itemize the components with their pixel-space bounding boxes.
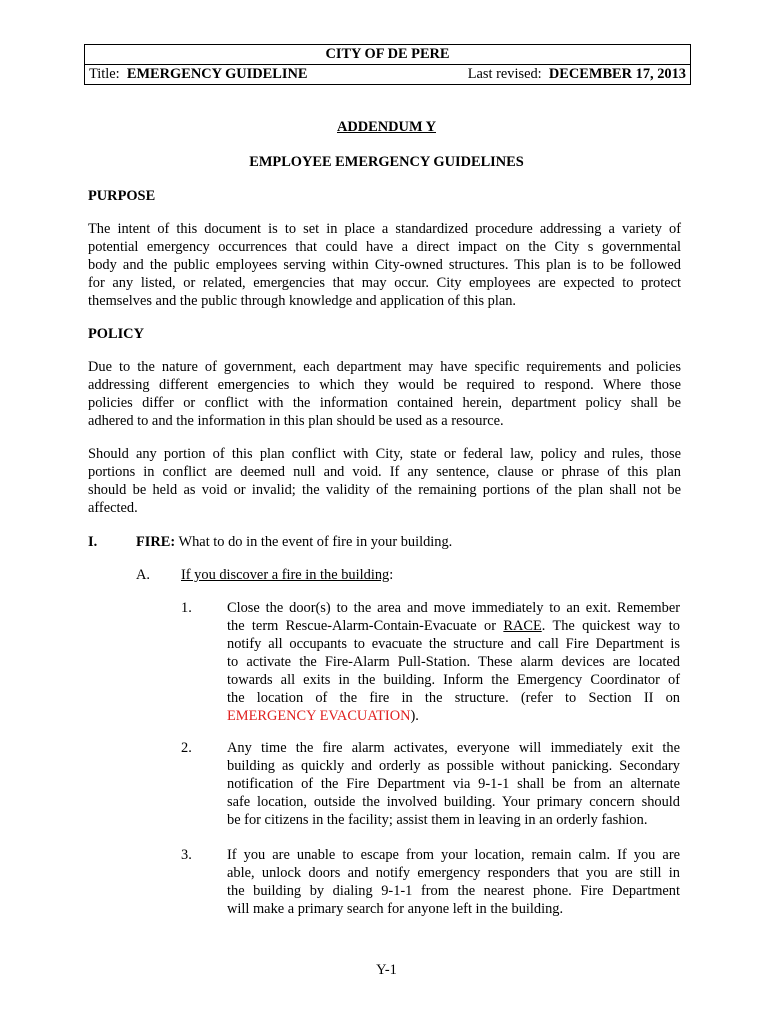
purpose-paragraph: The intent of this document is to set in place a standardized procedure addressing a variety of potential emergency occurrences that could have a direct impact on the City s governmental body and the public employees serving within City-owned structures. This plan is to be followed for any listed, or related, emergencies that may occur. City employees are expected to protect themselves and the public through knowledge and application of this plan. [88,221,681,309]
city-name: CITY OF DE PERE [85,45,690,65]
list-item: If you are unable to escape from your location, remain calm. If you are able, unlock doors and notify emergency responders that you are still in the building by dialing 9-1-1 from the nearest phone. Fire Department will make a primary search for anyone left in the building. [227,847,680,917]
item-number: 2. [181,740,192,756]
addendum-heading: ADDENDUM Y [337,119,436,135]
policy-paragraph-1: Due to the nature of government, each department may have specific requirements and policies addressing different emergencies to which they would be required to respond. Where those policies differ or conflict with the information contained herein, department policy shall be adhered to and the information in this plan should be used as a resource. [88,359,681,429]
section-numeral: I. [88,534,98,550]
doc-title: EMPLOYEE EMERGENCY GUIDELINES [249,154,524,170]
page-number: Y-1 [376,962,397,978]
revised-value: DECEMBER 17, 2013 [548,66,686,82]
purpose-heading: PURPOSE [88,188,156,204]
policy-heading: POLICY [88,326,144,342]
item-number: 3. [181,847,192,863]
list-item: Close the door(s) to the area and move immediately to an exit. Remember the term Rescue-Alarm-Contain-Evacuate or RACE. The quickest way to notify all occupants to evacuate the structure and call Fire Department is to activate the Fire-Alarm Pull-Station. These alarm devices are located towards all exits in the building. Inform the Emergency Coordinator of the location of the fire in the structure. (refer to Section II on EMERGENCY EVACUATION). [227,600,681,724]
subsection-a-title: If you discover a fire in the building: [181,567,394,583]
subsection-a-label: A. [136,567,150,583]
race-link[interactable]: RACE [503,618,542,634]
policy-paragraph-2: Should any portion of this plan conflict with City, state or federal law, policy and rules, those portions in conflict are deemed null and void. If any sentence, clause or phrase of this plan should be held as void or invalid; the validity of the remaining portions of the plan shall not be affected. [88,446,681,516]
section-fire-heading: FIRE: What to do in the event of fire in your building. [136,534,453,550]
item-number: 1. [181,600,192,616]
title-value: EMERGENCY GUIDELINE [126,66,308,82]
emergency-evacuation-link[interactable]: EMERGENCY EVACUATION [227,708,411,724]
title-field: Title: EMERGENCY GUIDELINE [89,66,308,82]
document-header [84,44,691,85]
list-item: Any time the fire alarm activates, everyone will immediately exit the building as quickly and orderly as possible without panicking. Secondary notification of the Fire Department via 9-1-1 shall be from an alternate safe location, outside the involved building. Your primary concern should be for citizens in the facility; assist them in leaving in an orderly fashion. [227,740,680,828]
revised-field: Last revised: DECEMBER 17, 2013 [467,66,686,82]
